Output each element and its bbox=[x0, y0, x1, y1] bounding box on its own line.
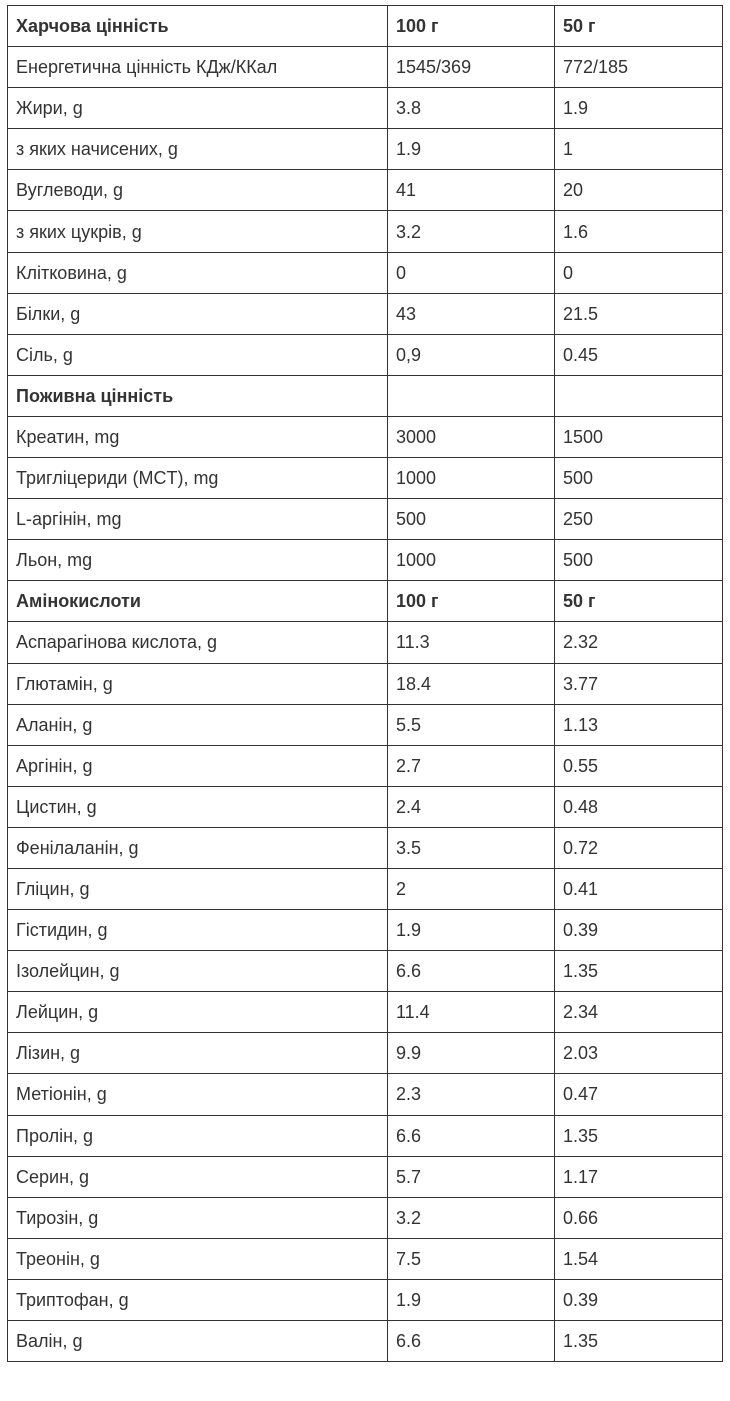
table-row bbox=[8, 868, 723, 909]
nutrient-name-cell: Триптофан, g bbox=[8, 1279, 388, 1320]
table-row bbox=[8, 88, 723, 129]
nutrient-name-cell: з яких начисених, g bbox=[8, 129, 388, 170]
per-100g-cell: 1000 bbox=[388, 540, 555, 581]
per-50g-cell: 1.54 bbox=[555, 1238, 723, 1279]
nutrient-name-cell: Клітковина, g bbox=[8, 252, 388, 293]
table-row bbox=[8, 1197, 723, 1238]
nutrition-table-container bbox=[7, 5, 722, 1362]
table-row bbox=[8, 211, 723, 252]
table-section-header-row bbox=[8, 6, 723, 47]
per-100g-cell: 1.9 bbox=[388, 1279, 555, 1320]
nutrient-name-cell: Лізин, g bbox=[8, 1033, 388, 1074]
nutrient-name-cell: Харчова цінність bbox=[8, 6, 388, 47]
per-50g-cell: 0.39 bbox=[555, 910, 723, 951]
nutrition-table bbox=[7, 5, 723, 1362]
table-row bbox=[8, 622, 723, 663]
per-100g-cell: 500 bbox=[388, 499, 555, 540]
per-100g-cell: 11.4 bbox=[388, 992, 555, 1033]
per-100g-cell: 2.7 bbox=[388, 745, 555, 786]
per-50g-cell: 21.5 bbox=[555, 293, 723, 334]
table-row bbox=[8, 129, 723, 170]
per-50g-cell: 0.72 bbox=[555, 827, 723, 868]
per-100g-cell bbox=[388, 375, 555, 416]
table-row bbox=[8, 1033, 723, 1074]
table-row bbox=[8, 1115, 723, 1156]
table-row bbox=[8, 910, 723, 951]
per-50g-cell: 1500 bbox=[555, 416, 723, 457]
per-100g-cell: 1.9 bbox=[388, 129, 555, 170]
table-row bbox=[8, 416, 723, 457]
per-50g-cell: 1.35 bbox=[555, 1321, 723, 1362]
nutrient-name-cell: Треонін, g bbox=[8, 1238, 388, 1279]
table-row bbox=[8, 1074, 723, 1115]
table-section-header-row bbox=[8, 375, 723, 416]
nutrient-name-cell: Тригліцериди (MCT), mg bbox=[8, 458, 388, 499]
nutrient-name-cell: Льон, mg bbox=[8, 540, 388, 581]
nutrient-name-cell: Енергетична цінність КДж/ККал bbox=[8, 47, 388, 88]
per-100g-cell: 3.5 bbox=[388, 827, 555, 868]
per-100g-cell: 6.6 bbox=[388, 1115, 555, 1156]
per-50g-cell: 1.13 bbox=[555, 704, 723, 745]
per-50g-cell: 0.66 bbox=[555, 1197, 723, 1238]
per-50g-cell bbox=[555, 375, 723, 416]
per-100g-cell: 3000 bbox=[388, 416, 555, 457]
per-50g-cell: 0.41 bbox=[555, 868, 723, 909]
per-50g-cell: 1 bbox=[555, 129, 723, 170]
table-row bbox=[8, 704, 723, 745]
per-50g-cell: 0.48 bbox=[555, 786, 723, 827]
table-row bbox=[8, 458, 723, 499]
table-row bbox=[8, 827, 723, 868]
per-100g-cell: 3.2 bbox=[388, 211, 555, 252]
per-100g-cell: 6.6 bbox=[388, 951, 555, 992]
nutrient-name-cell: Пролін, g bbox=[8, 1115, 388, 1156]
table-row bbox=[8, 252, 723, 293]
nutrient-name-cell: Тирозін, g bbox=[8, 1197, 388, 1238]
per-50g-cell: 0 bbox=[555, 252, 723, 293]
nutrient-name-cell: L-аргінін, mg bbox=[8, 499, 388, 540]
table-row bbox=[8, 1321, 723, 1362]
per-100g-cell: 41 bbox=[388, 170, 555, 211]
per-50g-cell: 0.47 bbox=[555, 1074, 723, 1115]
table-row bbox=[8, 786, 723, 827]
table-row bbox=[8, 47, 723, 88]
table-row bbox=[8, 334, 723, 375]
per-50g-cell: 500 bbox=[555, 458, 723, 499]
nutrient-name-cell: Серин, g bbox=[8, 1156, 388, 1197]
per-100g-cell: 2 bbox=[388, 868, 555, 909]
per-100g-cell: 3.2 bbox=[388, 1197, 555, 1238]
per-50g-cell: 2.34 bbox=[555, 992, 723, 1033]
per-100g-cell: 9.9 bbox=[388, 1033, 555, 1074]
per-50g-cell: 772/185 bbox=[555, 47, 723, 88]
per-100g-cell: 5.5 bbox=[388, 704, 555, 745]
per-50g-cell: 0.55 bbox=[555, 745, 723, 786]
table-row bbox=[8, 1238, 723, 1279]
per-100g-cell: 7.5 bbox=[388, 1238, 555, 1279]
per-50g-cell: 500 bbox=[555, 540, 723, 581]
per-100g-cell: 1000 bbox=[388, 458, 555, 499]
nutrient-name-cell: Сіль, g bbox=[8, 334, 388, 375]
per-50g-cell: 2.32 bbox=[555, 622, 723, 663]
per-50g-cell: 50 г bbox=[555, 6, 723, 47]
per-50g-cell: 0.39 bbox=[555, 1279, 723, 1320]
table-row bbox=[8, 992, 723, 1033]
per-50g-cell: 1.35 bbox=[555, 1115, 723, 1156]
per-50g-cell: 250 bbox=[555, 499, 723, 540]
nutrient-name-cell: з яких цукрів, g bbox=[8, 211, 388, 252]
nutrient-name-cell: Жири, g bbox=[8, 88, 388, 129]
nutrient-name-cell: Фенілаланін, g bbox=[8, 827, 388, 868]
nutrient-name-cell: Вуглеводи, g bbox=[8, 170, 388, 211]
per-50g-cell: 1.17 bbox=[555, 1156, 723, 1197]
per-100g-cell: 100 г bbox=[388, 6, 555, 47]
per-50g-cell: 1.6 bbox=[555, 211, 723, 252]
nutrient-name-cell: Аргінін, g bbox=[8, 745, 388, 786]
nutrient-name-cell: Креатин, mg bbox=[8, 416, 388, 457]
per-100g-cell: 11.3 bbox=[388, 622, 555, 663]
per-50g-cell: 1.35 bbox=[555, 951, 723, 992]
per-50g-cell: 2.03 bbox=[555, 1033, 723, 1074]
nutrient-name-cell: Аспарагінова кислота, g bbox=[8, 622, 388, 663]
table-row bbox=[8, 540, 723, 581]
nutrient-name-cell: Метіонін, g bbox=[8, 1074, 388, 1115]
nutrient-name-cell: Поживна цінність bbox=[8, 375, 388, 416]
per-100g-cell: 100 г bbox=[388, 581, 555, 622]
nutrient-name-cell: Амінокислоти bbox=[8, 581, 388, 622]
nutrient-name-cell: Ізолейцин, g bbox=[8, 951, 388, 992]
nutrient-name-cell: Глютамін, g bbox=[8, 663, 388, 704]
table-row bbox=[8, 1279, 723, 1320]
nutrition-table-body bbox=[8, 6, 723, 1362]
per-100g-cell: 2.3 bbox=[388, 1074, 555, 1115]
nutrient-name-cell: Лейцин, g bbox=[8, 992, 388, 1033]
table-row bbox=[8, 1156, 723, 1197]
per-100g-cell: 18.4 bbox=[388, 663, 555, 704]
per-100g-cell: 3.8 bbox=[388, 88, 555, 129]
table-row bbox=[8, 499, 723, 540]
per-50g-cell: 1.9 bbox=[555, 88, 723, 129]
per-50g-cell: 3.77 bbox=[555, 663, 723, 704]
per-50g-cell: 20 bbox=[555, 170, 723, 211]
table-row bbox=[8, 745, 723, 786]
table-row bbox=[8, 663, 723, 704]
per-100g-cell: 0 bbox=[388, 252, 555, 293]
table-row bbox=[8, 293, 723, 334]
nutrient-name-cell: Гліцин, g bbox=[8, 868, 388, 909]
nutrient-name-cell: Гістидин, g bbox=[8, 910, 388, 951]
per-50g-cell: 50 г bbox=[555, 581, 723, 622]
per-100g-cell: 2.4 bbox=[388, 786, 555, 827]
table-section-header-row bbox=[8, 581, 723, 622]
nutrient-name-cell: Валін, g bbox=[8, 1321, 388, 1362]
per-50g-cell: 0.45 bbox=[555, 334, 723, 375]
nutrient-name-cell: Аланін, g bbox=[8, 704, 388, 745]
per-100g-cell: 1.9 bbox=[388, 910, 555, 951]
per-100g-cell: 5.7 bbox=[388, 1156, 555, 1197]
per-100g-cell: 1545/369 bbox=[388, 47, 555, 88]
nutrient-name-cell: Білки, g bbox=[8, 293, 388, 334]
per-100g-cell: 0,9 bbox=[388, 334, 555, 375]
nutrient-name-cell: Цистин, g bbox=[8, 786, 388, 827]
table-row bbox=[8, 951, 723, 992]
table-row bbox=[8, 170, 723, 211]
per-100g-cell: 43 bbox=[388, 293, 555, 334]
per-100g-cell: 6.6 bbox=[388, 1321, 555, 1362]
